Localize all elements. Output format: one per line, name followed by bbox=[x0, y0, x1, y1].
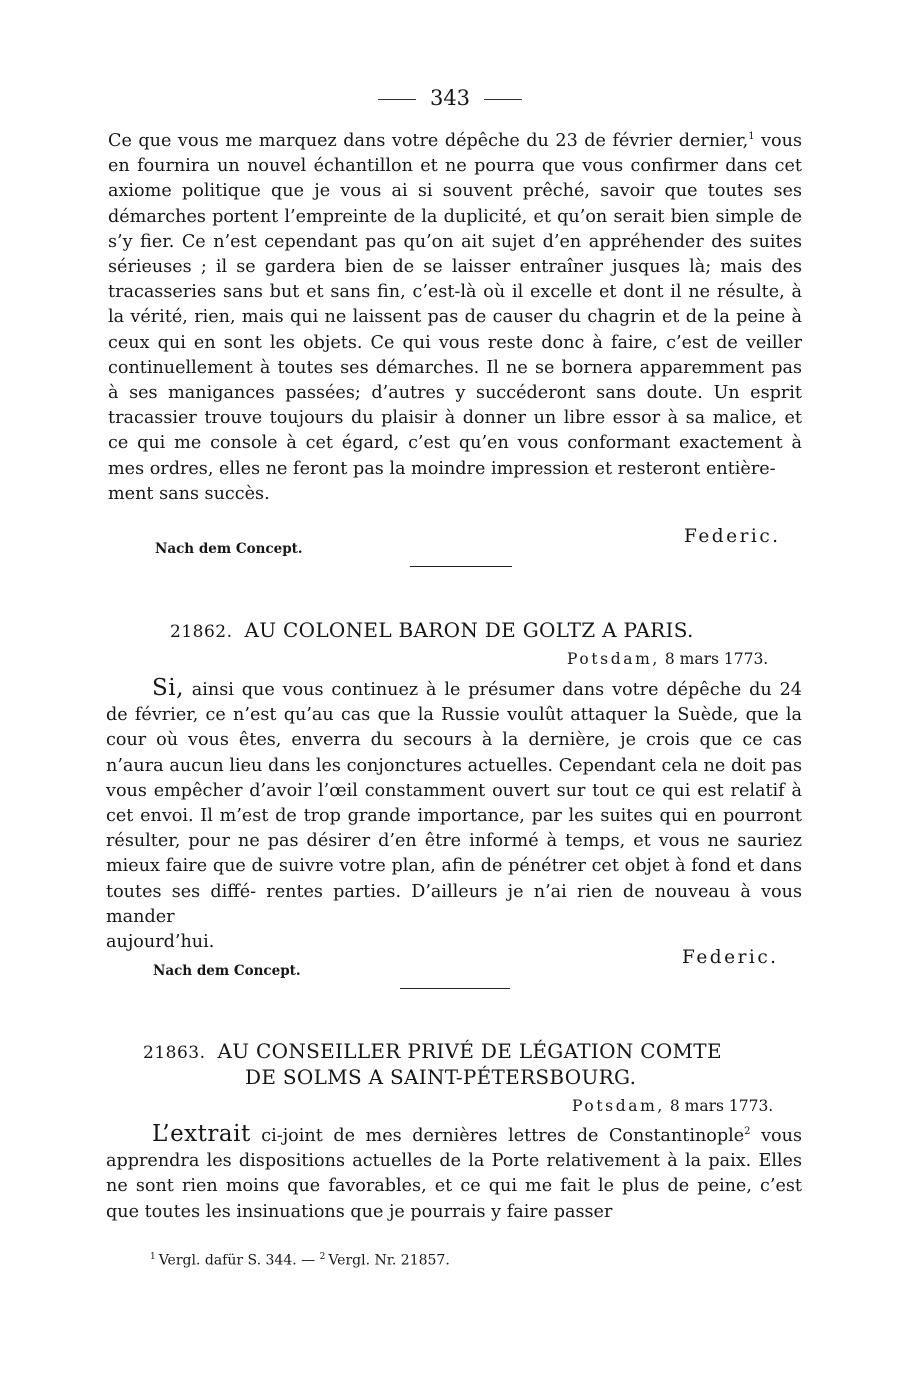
letter-2-source-note: Nach dem Concept. bbox=[153, 963, 301, 979]
letter-3-date: 8 mars 1773. bbox=[669, 1097, 774, 1115]
letter-2-paragraph: Si, ainsi que vous continuez à le présumer dans votre dépêche du 24 de février, ce n’est qu’au cas que la Russie voulût attaquer la Suède, que la cour où vous êtes, enverra du secours à la dernière, je crois que ce cas n’aura aucun lieu dans les conjonctures actuelles. Cependant cela ne doit pas vous empêcher d’avoir l’œil constamment ouvert sur tout ce qui est relatif à cet envoi. Il m’est de trop grande importance, par les suites qui en pourront résulter, pour ne pas désirer d’en être informé à temps, et vous ne sauriez mieux faire que de suivre votre plan, afin de pénétrer cet objet à fond et dans toutes ses diffé- rentes parties. D’ailleurs je n’ai rien de nouveau à vous mander bbox=[106, 675, 802, 927]
letter-2-signature: Federic. bbox=[682, 947, 779, 968]
letter-3-paragraph: L’extrait ci-joint de mes dernières lettres de Constantinople$^2$ vous apprendra les dispositions actuelles de la Porte relativement à la paix. Elles ne sont rien moins que favorables, et ce qui me fait le plus de peine, c’est que toutes les insinuations que je pourrais y faire passer bbox=[106, 1121, 802, 1222]
letter-2-number: 21862. bbox=[170, 622, 233, 642]
footnote-1-text: Vergl. dafür S. 344. bbox=[158, 1252, 297, 1269]
letter-3-first-word: L’extrait bbox=[152, 1121, 251, 1147]
letter-2-body bbox=[106, 676, 802, 955]
letter-2-heading bbox=[170, 618, 694, 642]
footnote-ref-1: 1 bbox=[748, 131, 755, 143]
letter-3-place: Potsdam, bbox=[572, 1097, 665, 1115]
letter-2-first-word: Si, bbox=[152, 675, 184, 701]
letter-3-title-line-2: DE SOLMS A SAINT-PÉTERSBOURG. bbox=[245, 1065, 637, 1089]
letter-1-end-rule bbox=[410, 566, 512, 567]
page-number: 343 bbox=[429, 86, 471, 110]
footnote-1-mark: 1 bbox=[150, 1252, 156, 1262]
letter-3-heading bbox=[143, 1039, 722, 1063]
footnote-separator: — bbox=[301, 1252, 316, 1269]
letter-1-source-note: Nach dem Concept. bbox=[155, 541, 303, 557]
letter-2-last-line: aujourd’hui. bbox=[106, 932, 215, 953]
letter-1-signature: Federic. bbox=[684, 526, 781, 547]
page-header bbox=[0, 86, 900, 110]
letter-3-place-date bbox=[572, 1097, 773, 1115]
letter-3-body bbox=[106, 1122, 802, 1225]
letter-3-number: 21863. bbox=[143, 1043, 206, 1063]
letter-2-place-date bbox=[567, 650, 768, 668]
footnote-2-mark: 2 bbox=[319, 1252, 326, 1262]
header-dash-right bbox=[484, 99, 522, 100]
letter-1-last-line: ment sans succès. bbox=[108, 483, 270, 504]
letter-2-end-rule bbox=[400, 988, 510, 989]
footnote-2-text: Vergl. Nr. 21857. bbox=[328, 1252, 450, 1269]
letter-1-paragraph: Ce que vous me marquez dans votre dépêche du 23 de février dernier,$^1$ vous en fournira un nouvel échantillon et ne pourra que vous confirmer dans cet axiome politique que je vous ai si souvent prêché, savoir que toutes ses démarches portent l’empreinte de la duplicité, et qu’on serait bien simple de s’y fier. Ce n’est cependant pas qu’on ait sujet d’en appréhender des suites sérieuses ; il se gardera bien de se laisser entraîner jusques là; mais des tracasseries sans but et sans fin, c’est-là où il excelle et dont il ne résulte, à la vérité, rien, mais qui ne laissent pas de causer du chagrin et de la peine à ceux qui en sont les objets. Ce qui vous reste donc à faire, c’est de veiller continuellement à toutes ses démarches. Il ne se bornera apparemment pas à ses manigances passées; d’autres y succéderont sans doute. Un esprit tracassier trouve toujours du plaisir à donner un libre essor à sa malice, et ce qui me console à cet égard, c’est qu’en vous conformant exactement à mes ordres, elles ne feront pas la moindre impression et resteront entière- bbox=[108, 131, 803, 479]
letter-2-title: AU COLONEL BARON DE GOLTZ A PARIS. bbox=[244, 618, 694, 642]
letter-2-date: 8 mars 1773. bbox=[664, 650, 769, 668]
letter-3-title-line-1: AU CONSEILLER PRIVÉ DE LÉGATION COMTE bbox=[217, 1039, 722, 1063]
header-dash-left bbox=[378, 99, 416, 100]
footnote-ref-2: 2 bbox=[744, 1126, 751, 1138]
letter-2-place: Potsdam, bbox=[567, 650, 660, 668]
letter-1-body bbox=[108, 129, 802, 507]
footnotes bbox=[150, 1252, 450, 1269]
